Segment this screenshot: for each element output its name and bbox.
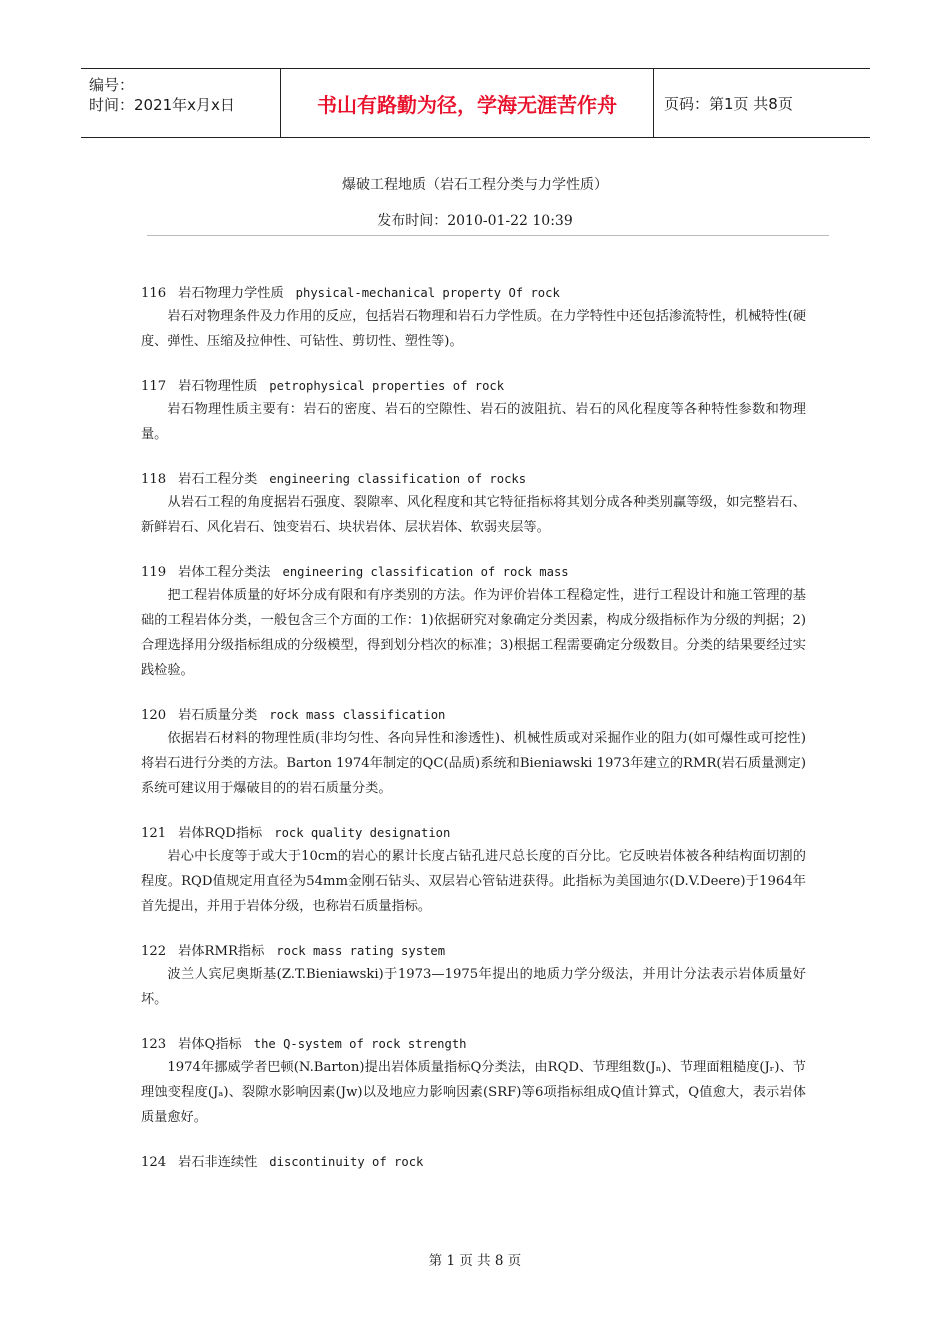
entry-term-cn: 岩体RMR指标 [178,944,265,959]
entry-text: 1974年挪威学者巴顿(N.Barton)提出岩体质量指标Q分类法，由RQD、节理组数(Jₙ)、节理面粗糙度(Jᵣ)、节理蚀变程度(Jₐ)、裂隙水影响因素(Jw)以及地应力影响因素(SRF)等6项指标组成Q值计算式，Q值愈大，表示岩体质量愈好。 [141,1060,806,1125]
entry-heading [141,1152,806,1173]
entry-text: 岩心中长度等于或大于10cm的岩心的累计长度占钻孔进尺总长度的百分比。它反映岩体被各种结构面切割的程度。RQD值规定用直径为54mm金刚石钻头、双层岩心管钻进获得。此指标为美国迪尔(D.V.Deere)于1964年首先提出，并用于岩体分级，也称岩石质量指标。 [141,849,806,914]
entry [141,1152,806,1173]
entry-heading [141,823,806,844]
entry [141,823,806,919]
entry-term-cn: 岩石非连续性 [178,1155,258,1170]
number-label: 编号： [89,76,135,94]
entry-text: 岩石对物理条件及力作用的反应，包括岩石物理和岩石力学性质。在力学特性中还包括渗流特性，机械特性(硬度、弹性、压缩及拉伸性、可钻性、剪切性、塑性等)。 [141,309,806,349]
entry-number: 119 [141,565,167,580]
entry-text: 从岩石工程的角度据岩石强度、裂隙率、风化程度和其它特征指标将其划分成各种类别赢等级，如完整岩石、新鲜岩石、风化岩石、蚀变岩石、块状岩体、层状岩体、软弱夹层等。 [141,495,806,535]
entry-term-en: discontinuity of rock [269,1155,424,1169]
entry-heading [141,376,806,397]
document-title: 爆破工程地质（岩石工程分类与力学性质） [342,177,608,193]
entry-number: 122 [141,944,167,959]
publish-time: 发布时间：2010-01-22 10:39 [377,213,573,229]
entry-term-en: engineering classification of rocks [269,472,527,486]
entry [141,1034,806,1130]
entry [141,705,806,801]
entry-number: 116 [141,286,167,301]
divider [147,235,829,236]
entry-number: 120 [141,708,167,723]
entry-term-en: rock mass rating system [276,944,446,958]
entry [141,941,806,1012]
entry-heading [141,1034,806,1055]
entry-number: 121 [141,826,167,841]
entry-text: 依据岩石材料的物理性质(非均匀性、各向异性和渗透性)、机械性质或对采掘作业的阻力(如可爆性或可挖性)将岩石进行分类的方法。Barton 1974年制定的QC(品质)系统和Bieniawski 1973年建立的RMR(岩石质量测定)系统可建议用于爆破目的的岩石质量分类。 [141,731,806,796]
entry-text: 波兰人宾尼奥斯基(Z.T.Bieniawski)于1973—1975年提出的地质力学分级法，并用计分法表示岩体质量好坏。 [141,967,806,1007]
entry-term-cn: 岩石质量分类 [178,708,258,723]
entry-heading [141,705,806,726]
entry-term-cn: 岩体工程分类法 [178,565,271,580]
entry-text: 把工程岩体质量的好坏分成有限和有序类别的方法。作为评价岩体工程稳定性，进行工程设计和施工管理的基础的工程岩体分类，一般包含三个方面的工作：1)依据研究对象确定分类因素，构成分级指标作为分级的判据；2)合理选择用分级指标组成的分级模型，得到划分档次的标准；3)根据工程需要确定分级数目。分类的结果要经过实践检验。 [141,588,806,678]
entry-heading [141,283,806,304]
entry-number: 117 [141,379,167,394]
entry-number: 124 [141,1155,167,1170]
entry-term-en: the Q-system of rock strength [253,1037,467,1051]
entry [141,376,806,447]
entry-text: 岩石物理性质主要有：岩石的密度、岩石的空隙性、岩石的波阻抗、岩石的风化程度等各种特性参数和物理量。 [141,402,806,442]
document-body [141,283,806,1195]
entry-term-cn: 岩石物理性质 [178,379,258,394]
entry-number: 123 [141,1037,167,1052]
time-label: 时间：2021年x月x日 [89,96,235,114]
entry [141,562,806,683]
entry [141,469,806,540]
entry-term-cn: 岩体RQD指标 [178,826,263,841]
entry-term-en: engineering classification of rock mass [282,565,569,579]
entry-term-cn: 岩石工程分类 [178,472,258,487]
entry [141,283,806,354]
entry-term-en: petrophysical properties of rock [269,379,505,393]
motto: 书山有路勤为径，学海无涯苦作舟 [281,69,654,137]
entry-heading [141,941,806,962]
entry-number: 118 [141,472,167,487]
header-meta-cell [81,69,281,137]
entry-term-en: rock quality designation [274,826,451,840]
entry-term-cn: 岩石物理力学性质 [178,286,284,301]
entry-heading [141,469,806,490]
entry-heading [141,562,806,583]
header-table [81,68,870,138]
entry-term-cn: 岩体Q指标 [178,1037,242,1052]
entry-term-en: rock mass classification [269,708,446,722]
page-code: 页码：第1页 共8页 [664,94,793,113]
page-footer: 第 1 页 共 8 页 [428,1253,522,1269]
entry-term-en: physical-mechanical property Of rock [295,286,560,300]
